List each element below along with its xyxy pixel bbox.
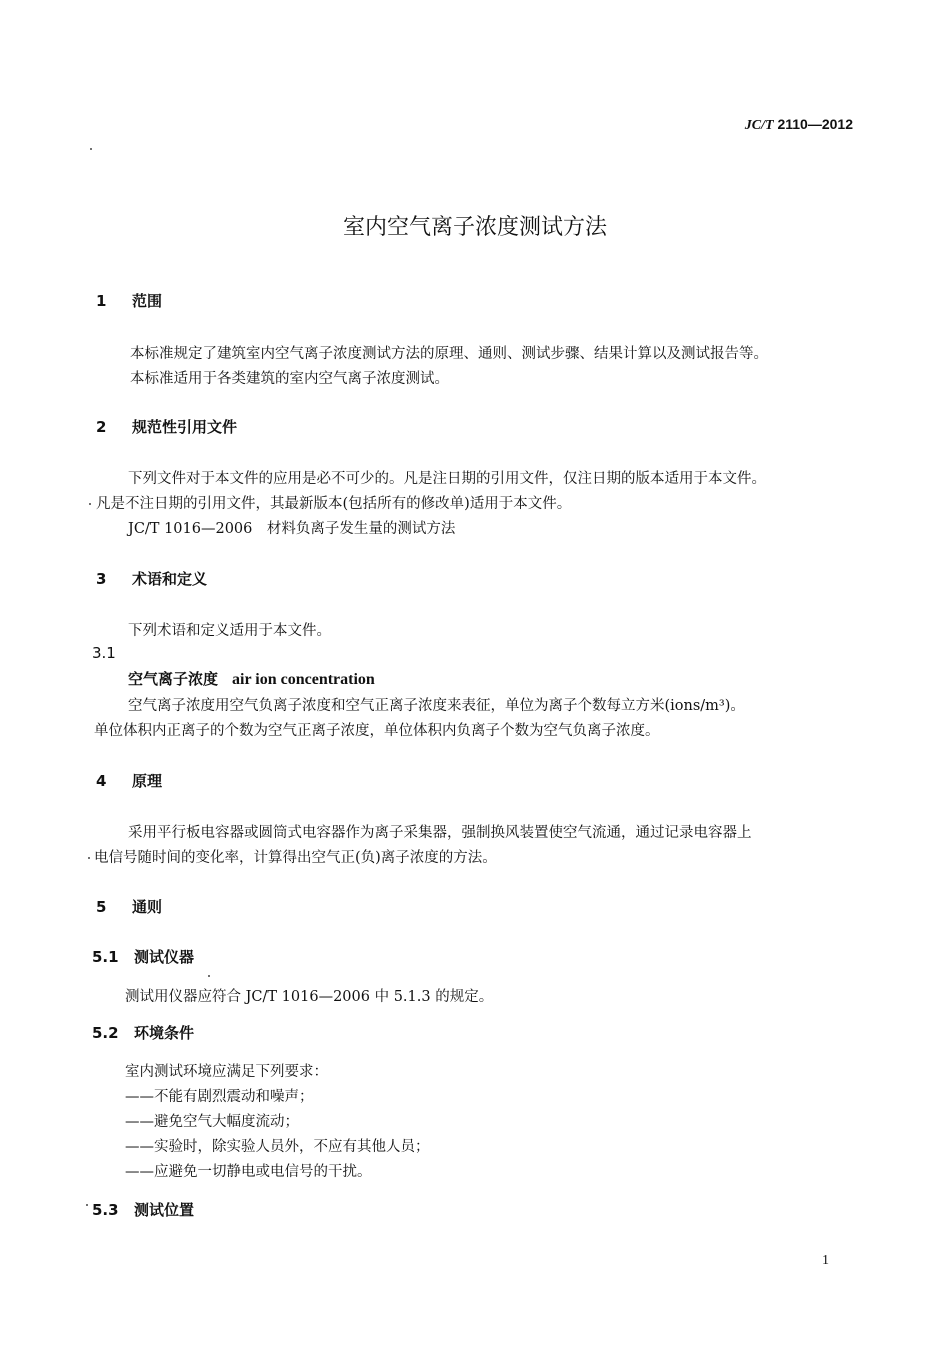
subsection-5-1-text: 测试用仪器应符合 JC/T 1016—2006 中 5.1.3 的规定。 (125, 989, 494, 1005)
term-entry (128, 668, 375, 689)
definition-line-1: 空气离子浓度用空气负离子浓度和空气正离子浓度来表征，单位为离子个数每立方米(ions/m³)。 (128, 698, 745, 714)
standard-number (745, 116, 853, 134)
requirement-item: ——不能有剧烈震动和噪声； (125, 1089, 314, 1105)
requirement-item: ——实验时，除实验人员外，不应有其他人员； (125, 1139, 430, 1155)
definition-line-2: 单位体积内正离子的个数为空气正离子浓度，单位体积内负离子个数为空气负离子浓度。 (94, 723, 660, 739)
subsection-5-2-intro: 室内测试环境应满足下列要求： (125, 1064, 328, 1080)
requirement-item: ——应避免一切静电或电信号的干扰。 (125, 1164, 372, 1180)
reference-item: JC/T 1016—2006 材料负离子发生量的测试方法 (128, 521, 456, 537)
requirement-item: ——避免空气大幅度流动； (125, 1114, 299, 1130)
scan-speck (208, 975, 210, 977)
section-5-heading: 5 通则 (96, 898, 163, 916)
subsection-3-1-number: 3.1 (92, 644, 116, 662)
subsection-5-3-heading: 5.3 测试位置 (92, 1201, 195, 1219)
section-1-heading: 1 范围 (96, 292, 163, 310)
scan-speck (86, 1204, 88, 1206)
subsection-5-2-heading: 5.2 环境条件 (92, 1024, 195, 1042)
section-4-heading: 4 原理 (96, 772, 163, 790)
standard-code: 2110—2012 (777, 116, 853, 132)
section-4-line-1: 采用平行板电容器或圆筒式电容器作为离子采集器，强制换风装置使空气流通，通过记录电容器上 (128, 825, 752, 841)
section-2-line-2: 凡是不注日期的引用文件，其最新版本(包括所有的修改单)适用于本文件。 (96, 496, 572, 512)
term-chinese: 空气离子浓度 (128, 670, 219, 688)
scan-speck (88, 857, 90, 859)
section-2-line-1: 下列文件对于本文件的应用是必不可少的。凡是注日期的引用文件，仅注日期的版本适用于本文件。 (128, 471, 766, 487)
section-4-line-2: 电信号随时间的变化率，计算得出空气正(负)离子浓度的方法。 (94, 850, 497, 866)
standard-prefix: JC/T (744, 118, 774, 133)
section-1-line-2: 本标准适用于各类建筑的室内空气离子浓度测试。 (130, 371, 449, 387)
scan-speck (90, 148, 92, 150)
scan-speck (89, 503, 91, 505)
document-title: 室内空气离子浓度测试方法 (342, 215, 607, 240)
subsection-5-1-heading: 5.1 测试仪器 (92, 948, 195, 966)
section-3-intro: 下列术语和定义适用于本文件。 (128, 623, 331, 639)
page-number: 1 (822, 1253, 829, 1268)
term-english: air ion concentration (232, 671, 375, 688)
section-1-line-1: 本标准规定了建筑室内空气离子浓度测试方法的原理、通则、测试步骤、结果计算以及测试报告等。 (130, 346, 768, 362)
section-2-heading: 2 规范性引用文件 (96, 418, 238, 436)
section-3-heading: 3 术语和定义 (96, 570, 208, 588)
